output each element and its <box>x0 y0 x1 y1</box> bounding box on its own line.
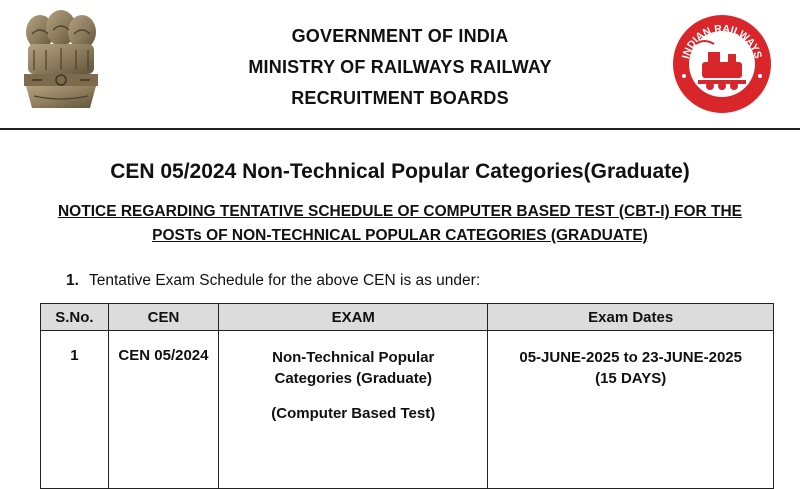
header-exam: EXAM <box>219 304 488 331</box>
cell-cen: CEN 05/2024 <box>108 331 218 489</box>
header-cen: CEN <box>108 304 218 331</box>
page-header <box>0 0 800 130</box>
exam-name-line1: Non-Technical Popular <box>272 349 435 366</box>
indian-railways-logo-icon <box>672 14 772 114</box>
exam-mode: (Computer Based Test) <box>271 405 436 422</box>
point-item <box>66 272 480 290</box>
cen-title: CEN 05/2024 Non-Technical Popular Categories(Graduate) <box>110 160 690 183</box>
recruitment-boards-heading: RECRUITMENT BOARDS <box>291 88 509 108</box>
exam-dates-range: 05-JUNE-2025 to 23-JUNE-2025 <box>519 349 742 366</box>
svg-text:INDIAN RAILWAYS: INDIAN RAILWAYS <box>679 22 765 61</box>
exam-name-line2: Categories (Graduate) <box>274 370 433 387</box>
notice-heading-line1: NOTICE REGARDING TENTATIVE SCHEDULE OF COMPUTER BASED TEST (CBT-I) FOR THE <box>57 203 742 220</box>
point-text: Tentative Exam Schedule for the above CEN is as under: <box>88 272 481 289</box>
ministry-heading: MINISTRY OF RAILWAYS RAILWAY <box>248 57 552 77</box>
header-exam-dates: Exam Dates <box>488 304 774 331</box>
national-emblem-icon <box>18 10 104 114</box>
government-of-india-heading: GOVERNMENT OF INDIA <box>291 26 509 46</box>
table-row <box>41 331 774 489</box>
exam-dates-duration: (15 DAYS) <box>595 370 667 387</box>
notice-heading-line2: POSTs OF NON-TECHNICAL POPULAR CATEGORIES (GRADUATE) <box>152 227 648 244</box>
cell-exam <box>219 331 488 489</box>
cell-sno: 1 <box>41 331 109 489</box>
point-number: 1. <box>66 272 79 289</box>
header-sno: S.No. <box>41 304 109 331</box>
exam-schedule-table <box>40 303 774 489</box>
cell-exam-dates <box>488 331 774 489</box>
table-header-row <box>41 304 774 331</box>
